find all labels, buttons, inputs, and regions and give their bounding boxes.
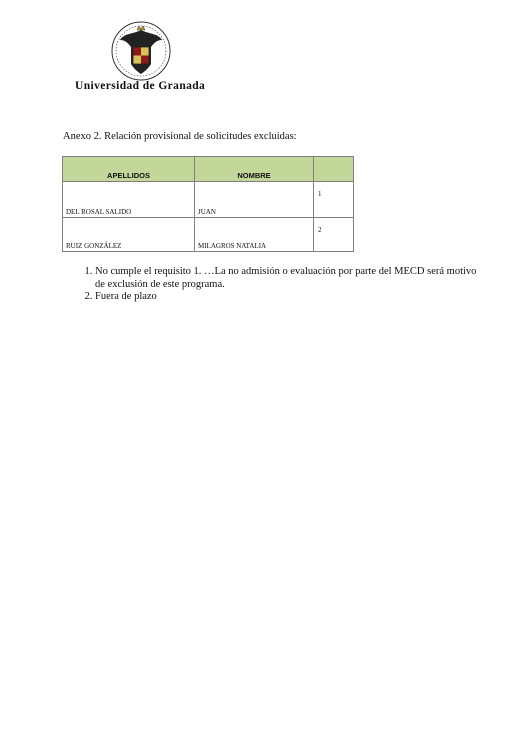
cell-motivo: 1 [314, 182, 354, 218]
cell-motivo: 2 [314, 218, 354, 252]
table-row [63, 218, 354, 252]
list-item: 1. No cumple el requisito 1. …La no admisión o evaluación por parte del MECD será motivo de exclusión de este programa. [95, 266, 480, 291]
excluded-applications-table [62, 156, 354, 252]
university-name: Universidad de Granada [75, 80, 206, 92]
list-item: 2. Fuera de plazo [95, 291, 480, 304]
exclusion-reasons-list [80, 266, 480, 304]
university-coat-of-arms-icon [110, 20, 172, 82]
table-header-row [63, 157, 354, 182]
cell-nombre: MILAGROS NATALIA [195, 218, 314, 252]
column-header-motivo [314, 157, 354, 182]
column-header-apellidos: APELLIDOS [63, 157, 195, 182]
cell-apellidos: RUIZ GONZÁLEZ [63, 218, 195, 252]
cell-apellidos: DEL ROSAL SALIDO [63, 182, 195, 218]
cell-nombre: JUAN [195, 182, 314, 218]
column-header-nombre: NOMBRE [195, 157, 314, 182]
table-row [63, 182, 354, 218]
annex-intro: Anexo 2. Relación provisional de solicitudes excluidas: [63, 131, 297, 142]
